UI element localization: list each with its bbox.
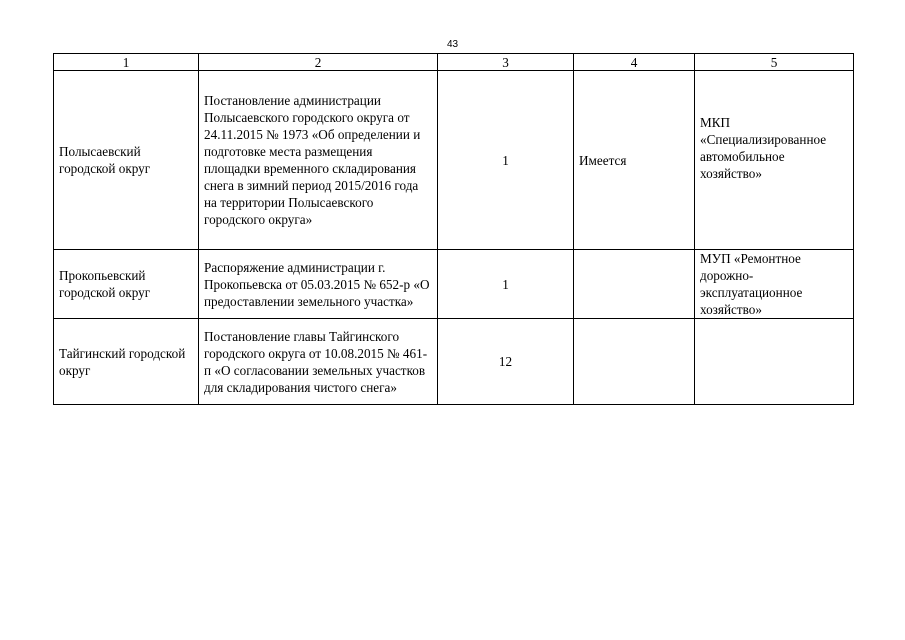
count-cell: 1 <box>438 71 574 250</box>
district-cell: Прокопьевский городской округ <box>54 250 199 319</box>
column-header-3: 3 <box>438 54 574 71</box>
status-cell <box>574 319 695 405</box>
table-row <box>54 71 854 250</box>
column-header-1: 1 <box>54 54 199 71</box>
status-cell <box>574 250 695 319</box>
district-cell: Тайгинский городской округ <box>54 319 199 405</box>
page-number: 43 <box>446 39 459 50</box>
table-header-row <box>54 54 854 71</box>
organization-cell <box>695 319 854 405</box>
status-cell: Имеется <box>574 71 695 250</box>
table-row <box>54 250 854 319</box>
count-cell: 1 <box>438 250 574 319</box>
district-cell: Полысаевский городской округ <box>54 71 199 250</box>
document-cell: Постановление администрации Полысаевского городского округа от 24.11.2015 № 1973 «Об определении и подготовке места размещения площадки временного складирования снега в зимний период 2015/2016 года на территории Полысаевского городского округа» <box>199 71 438 250</box>
document-cell: Постановление главы Тайгинского городского округа от 10.08.2015 № 461-п «О согласовании земельных участков для складирования чистого снега» <box>199 319 438 405</box>
count-cell: 12 <box>438 319 574 405</box>
column-header-5: 5 <box>695 54 854 71</box>
column-header-4: 4 <box>574 54 695 71</box>
document-cell: Распоряжение администрации г. Прокопьевска от 05.03.2015 № 652-р «О предоставлении земельного участка» <box>199 250 438 319</box>
data-table <box>53 53 854 405</box>
column-header-2: 2 <box>199 54 438 71</box>
organization-cell: МУП «Ремонтное дорожно-эксплуатационное хозяйство» <box>695 250 854 319</box>
organization-cell: МКП «Специализированное автомобильное хозяйство» <box>695 71 854 250</box>
table-row <box>54 319 854 405</box>
